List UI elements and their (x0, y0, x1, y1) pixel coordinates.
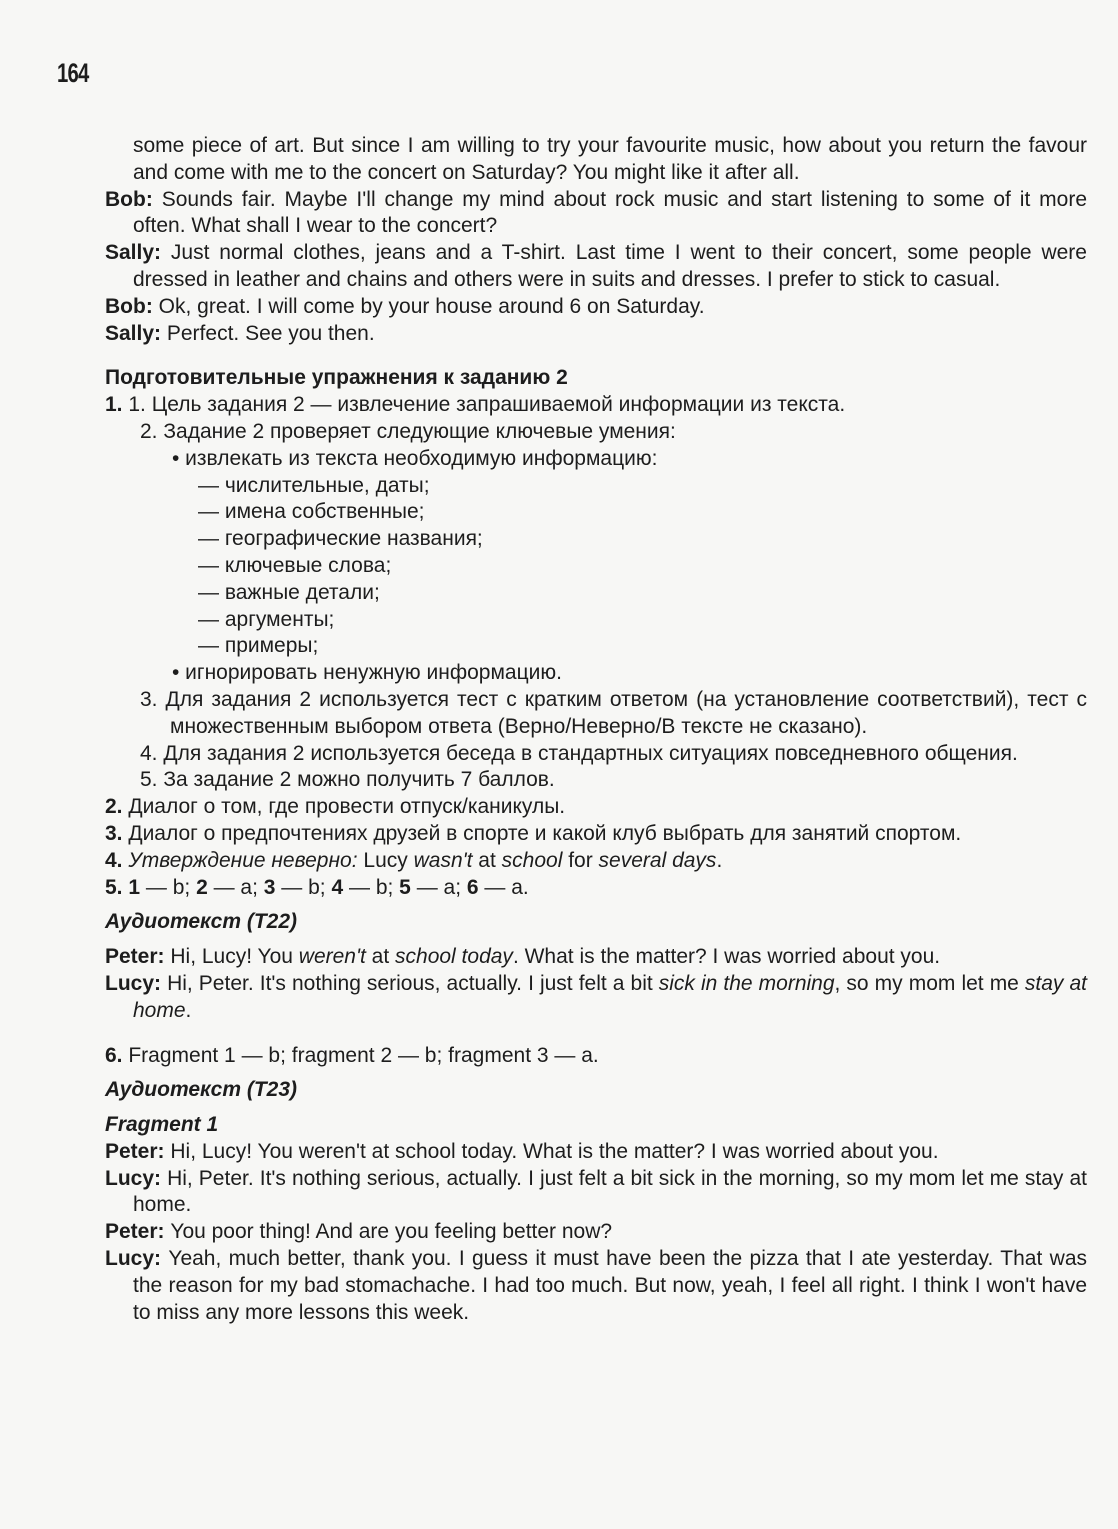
text-run: 1. Цель задания 2 — извлечение запрашиваемой информации из текста. (128, 393, 846, 417)
text-run: at (371, 945, 396, 969)
text-run: Sally: (105, 321, 167, 345)
text-run: Just normal clothes, jeans and a T-shirt. Last time I went to their concert, some people were dressed in leather and chains and others were in suits and dresses. I prefer to stick to casual. (133, 241, 1087, 291)
text-run: Hi, Peter. It's nothing serious, actually. I just felt a bit (167, 971, 659, 995)
text-run: Hi, Peter. It's nothing serious, actually. I just felt a bit sick in the morning, so my mom let me stay at home. (133, 1166, 1088, 1217)
text-run: • игнорировать ненужную информацию. (172, 661, 562, 685)
text-paragraph (105, 294, 1087, 321)
text-paragraph (105, 660, 1087, 687)
text-run: Fragment 1 — b; fragment 2 — b; fragment 3 — a. (128, 1043, 599, 1067)
text-run: wasn't (413, 848, 479, 872)
text-run: 5. 1 (105, 875, 146, 899)
text-run: Sounds fair. Maybe I'll change my mind about rock music and start listening to some of it more often. What shall I wear to the concert? (133, 187, 1087, 238)
text-paragraph (105, 553, 1087, 580)
text-run: 6 (466, 875, 485, 899)
text-run: Bob: (105, 294, 159, 318)
text-run: some piece of art. But since I am willing to try your favourite music, how about you return the favour and come with me to the concert on Saturday? You might like it after all. (133, 134, 1087, 184)
text-run: Аудиотекст (T23) (105, 1078, 298, 1102)
text-run: school (501, 848, 569, 872)
text-run: — числительные, даты; (198, 473, 430, 497)
text-paragraph (105, 848, 1087, 875)
text-run: 3 (263, 875, 282, 899)
text-paragraph (105, 741, 1087, 768)
text-run: Hi, Lucy! You (170, 945, 299, 969)
text-run: — b; (145, 875, 197, 899)
text-run: — аргументы; (198, 607, 335, 631)
text-run: 2 (196, 875, 214, 899)
text-paragraph (105, 365, 1087, 392)
text-run: at (478, 848, 502, 872)
page-number: 164 (57, 58, 89, 88)
text-run: • извлекать из текста необходимую информацию: (172, 446, 658, 470)
text-run: Утверждение неверно: (128, 848, 364, 872)
text-run: 5 (399, 875, 417, 899)
text-paragraph (105, 419, 1087, 446)
text-run: sick in the morning (658, 971, 835, 995)
text-run: several days (598, 848, 717, 872)
text-run: — географические названия; (198, 527, 483, 551)
text-paragraph (105, 821, 1087, 848)
text-run: . What is the matter? I was worried about you. (512, 945, 941, 969)
text-run: 4. Для задания 2 используется беседа в стандартных ситуациях повседневного общения. (140, 741, 1018, 765)
text-paragraph (105, 446, 1087, 473)
text-run: Подготовительные упражнения к заданию 2 (105, 366, 568, 390)
text-run: — имена собственные; (198, 500, 425, 524)
text-paragraph (105, 909, 1087, 936)
text-run: Fragment 1 (105, 1113, 219, 1137)
text-run: Диалог о предпочтениях друзей в спорте и какой клуб выбрать для занятий спортом. (128, 821, 962, 845)
text-paragraph (105, 1139, 1087, 1166)
text-run: 2. Задание 2 проверяет следующие ключевые умения: (140, 419, 676, 443)
text-paragraph (105, 794, 1087, 821)
text-run: weren't (298, 945, 372, 969)
text-run: 4 (331, 875, 349, 899)
text-run: — a. (484, 875, 529, 899)
text-run: Lucy: (105, 971, 168, 995)
text-run: 3. (105, 821, 129, 845)
text-run: — b; (348, 875, 400, 899)
text-run: Yeah, much better, thank you. I guess it must have been the pizza that I ate yesterday. That was the reason for my bad stomachache. I had too much. But now, yeah, I feel all right. I think I won't have to miss any more lessons this week. (133, 1247, 1087, 1324)
text-run: 1. (105, 393, 129, 417)
text-run: Perfect. See you then. (166, 321, 375, 345)
text-run: stay at home (133, 971, 1088, 1022)
text-run: Sally: (105, 241, 171, 265)
text-run: Hi, Lucy! You weren't at school today. What is the matter? I was worried about you. (170, 1139, 939, 1163)
text-paragraph (105, 767, 1087, 794)
text-run: . (185, 998, 192, 1022)
text-run: Bob: (105, 187, 162, 211)
text-paragraph (105, 971, 1087, 1025)
text-run: Аудиотекст (T22) (105, 910, 298, 934)
text-run: 3. Для задания 2 используется тест с кратким ответом (на установление соответствий), тест с множественным выбором ответа (Верно/Неверно/В тексте не сказано). (140, 687, 1087, 738)
text-run: Peter: (105, 945, 171, 969)
text-paragraph (105, 392, 1087, 419)
text-paragraph (105, 133, 1087, 187)
text-run: Peter: (105, 1139, 171, 1163)
text-paragraph (105, 187, 1087, 241)
text-run: 4. (105, 848, 129, 872)
text-run: Ok, great. I will come by your house around 6 on Saturday. (158, 294, 705, 318)
text-paragraph (105, 526, 1087, 553)
text-paragraph (105, 875, 1087, 902)
text-paragraph (105, 687, 1087, 741)
text-run: — a; (213, 875, 264, 899)
text-run: Lucy: (105, 1247, 169, 1271)
text-run: for (568, 848, 599, 872)
text-paragraph (105, 1112, 1087, 1139)
text-paragraph (105, 321, 1087, 348)
text-run: Lucy (363, 848, 414, 872)
text-paragraph (105, 607, 1087, 634)
text-paragraph (105, 1246, 1087, 1326)
text-run: 5. За задание 2 можно получить 7 баллов. (140, 768, 555, 792)
text-paragraph (105, 1166, 1087, 1220)
text-run: — a; (416, 875, 467, 899)
text-paragraph (105, 499, 1087, 526)
page-content (105, 133, 1087, 1326)
text-paragraph (105, 473, 1087, 500)
text-paragraph (105, 580, 1087, 607)
text-run: Диалог о том, где провести отпуск/каникулы. (128, 795, 566, 819)
text-run: — b; (281, 875, 332, 899)
text-paragraph (105, 1077, 1087, 1104)
text-run: You poor thing! And are you feeling better now? (170, 1220, 613, 1244)
text-run: 6. (105, 1043, 129, 1067)
text-run: — примеры; (198, 634, 319, 658)
text-paragraph (105, 240, 1087, 294)
text-run: — ключевые слова; (198, 553, 392, 577)
text-run: 2. (105, 795, 129, 819)
text-paragraph (105, 1043, 1087, 1070)
text-run: school today (395, 945, 513, 969)
text-paragraph (105, 1219, 1087, 1246)
text-paragraph (105, 944, 1087, 971)
text-run: . (716, 848, 723, 872)
text-run: Lucy: (105, 1166, 168, 1190)
text-run: Peter: (105, 1220, 171, 1244)
text-paragraph (105, 633, 1087, 660)
text-run: — важные детали; (198, 580, 380, 604)
text-run: , so my mom let me (834, 971, 1025, 995)
